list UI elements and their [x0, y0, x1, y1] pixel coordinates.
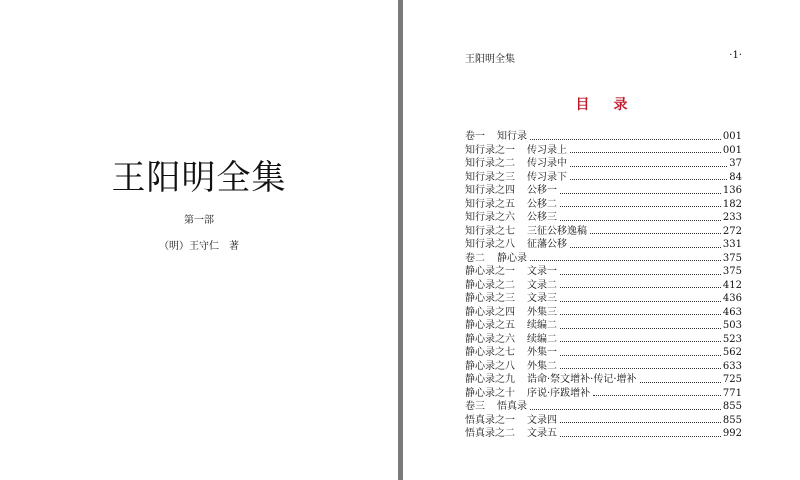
right-page [403, 0, 800, 480]
toc-dot-leader [560, 355, 721, 356]
toc-entry[interactable] [465, 400, 742, 414]
toc-entry-page: 233 [722, 212, 742, 223]
toc-dot-leader [560, 368, 721, 369]
toc-dot-leader [560, 206, 721, 207]
toc-entry-label: 知行录之四 [465, 185, 515, 196]
book-title: 王阳明全集 [111, 158, 287, 198]
toc-entry[interactable] [465, 360, 742, 374]
toc-entry-label: 静心录之五 [465, 320, 515, 331]
toc-entry[interactable] [465, 265, 742, 279]
toc-dot-leader [590, 233, 721, 234]
author-line: （明）王守仁 著 [159, 241, 239, 252]
toc-entry-title: 外集一 [527, 347, 557, 358]
toc-entry-title: 悟真录 [497, 401, 527, 412]
toc-entry[interactable] [465, 319, 742, 333]
toc-entry-label: 卷三 [465, 401, 485, 412]
toc-entry-label: 知行录之三 [465, 171, 515, 183]
toc-dot-leader [560, 422, 721, 423]
toc-entry-label: 悟真录之二 [465, 428, 515, 439]
toc-heading-char: 录 [613, 97, 628, 113]
toc-entry[interactable] [465, 306, 742, 320]
toc-entry-label: 静心录之七 [465, 347, 515, 358]
toc-entry[interactable] [465, 130, 742, 144]
toc-entry-page: 375 [722, 266, 742, 277]
toc-entry-title: 文录四 [527, 414, 557, 426]
toc-entry[interactable] [465, 292, 742, 306]
toc-entry-page: 436 [722, 293, 742, 304]
toc-entry-page: 523 [722, 333, 742, 345]
toc-entry-page: 182 [722, 198, 742, 210]
toc-dot-leader [530, 409, 721, 410]
toc-entry-title: 文录三 [527, 293, 557, 304]
toc-entry-page: 001 [722, 131, 742, 142]
toc-entry-title: 外集三 [527, 306, 557, 318]
toc-entry[interactable] [465, 238, 742, 252]
toc-entry[interactable] [465, 346, 742, 360]
toc-entry-page: 463 [722, 306, 742, 318]
toc-entry[interactable] [465, 171, 742, 185]
toc-entry[interactable] [465, 211, 742, 225]
toc-entry-title: 公移二 [527, 198, 557, 210]
toc-entry-page: 503 [722, 320, 742, 331]
toc-dot-leader [560, 287, 721, 288]
toc-entry-label: 知行录之五 [465, 198, 515, 210]
toc-entry-title: 传习录下 [527, 171, 567, 183]
toc-entry-page: 855 [722, 414, 742, 426]
toc-entry[interactable] [465, 198, 742, 212]
toc-entry-label: 静心录之二 [465, 279, 515, 291]
toc-entry-label: 静心录之十 [465, 387, 515, 399]
table-of-contents [465, 130, 742, 441]
toc-dot-leader [560, 193, 721, 194]
toc-entry-page: 412 [722, 279, 742, 291]
toc-dot-leader [560, 436, 721, 437]
toc-entry-title: 外集二 [527, 360, 557, 372]
toc-dot-leader [570, 152, 721, 153]
toc-entry-label: 知行录之七 [465, 225, 515, 237]
toc-heading [403, 94, 800, 114]
toc-entry-label: 卷一 [465, 131, 485, 142]
toc-dot-leader [560, 341, 721, 342]
toc-entry-label: 卷二 [465, 252, 485, 264]
toc-entry-title: 诰命·祭文增补·传记·增补 [527, 374, 637, 385]
toc-entry-title: 知行录 [497, 131, 527, 142]
toc-entry[interactable] [465, 225, 742, 239]
volume-part: 第一部 [184, 215, 214, 226]
toc-entry-label: 知行录之八 [465, 239, 515, 250]
toc-entry-title: 续编二 [527, 320, 557, 331]
toc-entry-title: 文录一 [527, 266, 557, 277]
toc-entry-page: 136 [722, 185, 742, 196]
toc-entry[interactable] [465, 427, 742, 441]
toc-entry-page: 84 [729, 171, 742, 183]
toc-entry-page: 633 [722, 360, 742, 372]
toc-entry[interactable] [465, 279, 742, 293]
toc-dot-leader [570, 179, 727, 180]
toc-entry-page: 725 [722, 374, 742, 385]
toc-entry-page: 272 [722, 225, 742, 237]
toc-entry[interactable] [465, 333, 742, 347]
toc-entry-title: 征藩公移 [527, 239, 567, 250]
toc-entry-title: 传习录中 [527, 158, 567, 169]
toc-dot-leader [530, 260, 721, 261]
page-number: ·1· [729, 50, 742, 61]
toc-entry-title: 静心录 [497, 252, 527, 264]
toc-entry-label: 知行录之二 [465, 158, 515, 169]
toc-entry-page: 992 [722, 428, 742, 439]
toc-entry-label: 静心录之八 [465, 360, 515, 372]
toc-dot-leader [560, 301, 721, 302]
running-head: 王阳明全集 [465, 54, 515, 65]
toc-entry-page: 331 [722, 239, 742, 250]
toc-entry-label: 知行录之一 [465, 144, 515, 156]
toc-entry-label: 静心录之三 [465, 293, 515, 304]
toc-entry-title: 序说·序跋增补 [527, 387, 591, 399]
toc-entry-label: 静心录之九 [465, 374, 515, 385]
toc-entry-label: 静心录之四 [465, 306, 515, 318]
toc-entry-page: 855 [722, 401, 742, 412]
toc-dot-leader [560, 220, 721, 221]
toc-entry-title: 公移三 [527, 212, 557, 223]
toc-entry[interactable] [465, 414, 742, 428]
toc-entry-page: 771 [722, 387, 742, 399]
toc-dot-leader [560, 274, 721, 275]
toc-entry-title: 传习录上 [527, 144, 567, 156]
toc-entry-label: 静心录之一 [465, 266, 515, 277]
toc-entry-page: 001 [722, 144, 742, 156]
left-page [0, 0, 398, 480]
toc-entry-label: 悟真录之一 [465, 414, 515, 426]
toc-entry-page: 562 [722, 347, 742, 358]
toc-entry[interactable] [465, 252, 742, 266]
toc-entry-page: 375 [722, 252, 742, 264]
toc-dot-leader [570, 166, 727, 167]
toc-dot-leader [570, 247, 721, 248]
toc-heading-char: 目 [575, 97, 590, 113]
toc-entry[interactable] [465, 373, 742, 387]
toc-entry-label: 知行录之六 [465, 212, 515, 223]
toc-entry-title: 文录五 [527, 428, 557, 439]
toc-entry[interactable] [465, 157, 742, 171]
toc-entry-title: 文录二 [527, 279, 557, 291]
toc-entry-label: 静心录之六 [465, 333, 515, 345]
toc-dot-leader [530, 139, 721, 140]
toc-entry[interactable] [465, 184, 742, 198]
toc-dot-leader [640, 382, 721, 383]
toc-entry[interactable] [465, 387, 742, 401]
toc-entry-title: 公移一 [527, 185, 557, 196]
toc-entry-page: 37 [729, 158, 742, 169]
toc-entry[interactable] [465, 144, 742, 158]
toc-entry-title: 三征公移逸稿 [527, 225, 587, 237]
toc-dot-leader [560, 314, 721, 315]
toc-dot-leader [560, 328, 721, 329]
toc-entry-title: 续编二 [527, 333, 557, 345]
toc-dot-leader [593, 395, 721, 396]
